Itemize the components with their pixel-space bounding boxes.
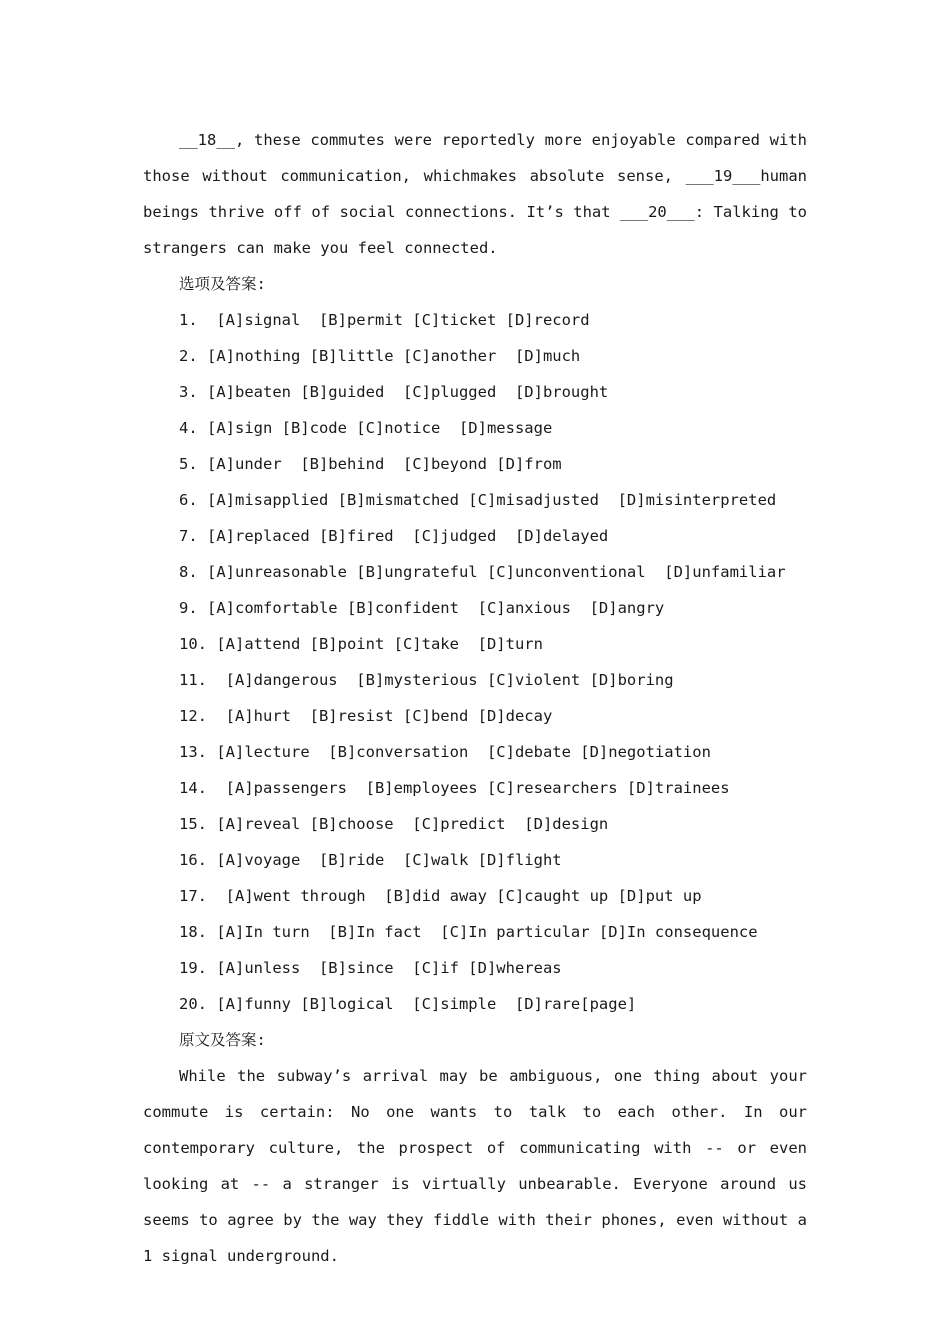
option-item: 3. [A]beaten [B]guided [C]plugged [D]brought [179,383,609,401]
option-item: 12. [A]hurt [B]resist [C]bend [D]decay [179,707,553,725]
options-heading: 选项及答案: [179,275,266,293]
option-item: 2. [A]nothing [B]little [C]another [D]much [179,347,581,365]
options-list [143,302,807,1022]
option-item: 8. [A]unreasonable [B]ungrateful [C]unconventional [D]unfamiliar [179,563,786,581]
intro-paragraph: __18__, these commutes were reportedly more enjoyable compared with those without communication, whichmakes absolute sense, ___19___human beings thrive off of social connections. It’s that ___20___: Talking to strangers can make you feel connected. [143,131,807,257]
option-item: 16. [A]voyage [B]ride [C]walk [D]flight [179,851,562,869]
option-item: 9. [A]comfortable [B]confident [C]anxious [D]angry [179,599,665,617]
option-item: 4. [A]sign [B]code [C]notice [D]message [179,419,553,437]
option-item: 14. [A]passengers [B]employees [C]researchers [D]trainees [179,779,730,797]
option-item: 7. [A]replaced [B]fired [C]judged [D]delayed [179,527,609,545]
option-item: 19. [A]unless [B]since [C]if [D]whereas [179,959,562,977]
option-item: 20. [A]funny [B]logical [C]simple [D]rare[page] [179,995,637,1013]
document-page [143,122,807,1274]
option-item: 6. [A]misapplied [B]mismatched [C]misadjusted [D]misinterpreted [179,491,777,509]
option-item: 18. [A]In turn [B]In fact [C]In particular [D]In consequence [179,923,758,941]
original-heading: 原文及答案: [179,1031,266,1049]
option-item: 13. [A]lecture [B]conversation [C]debate [D]negotiation [179,743,711,761]
option-item: 17. [A]went through [B]did away [C]caught up [D]put up [179,887,702,905]
option-item: 1. [A]signal [B]permit [C]ticket [D]record [179,311,590,329]
original-paragraph: While the subway’s arrival may be ambiguous, one thing about your commute is certain: No one wants to talk to each other. In our contemporary culture, the prospect of communicating with -- or even looking at -- a stranger is virtually unbearable. Everyone around us seems to agree by the way they fiddle with their phones, even without a 1 signal underground. [143,1067,807,1265]
option-item: 5. [A]under [B]behind [C]beyond [D]from [179,455,562,473]
option-item: 10. [A]attend [B]point [C]take [D]turn [179,635,543,653]
option-item: 11. [A]dangerous [B]mysterious [C]violent [D]boring [179,671,674,689]
option-item: 15. [A]reveal [B]choose [C]predict [D]design [179,815,609,833]
